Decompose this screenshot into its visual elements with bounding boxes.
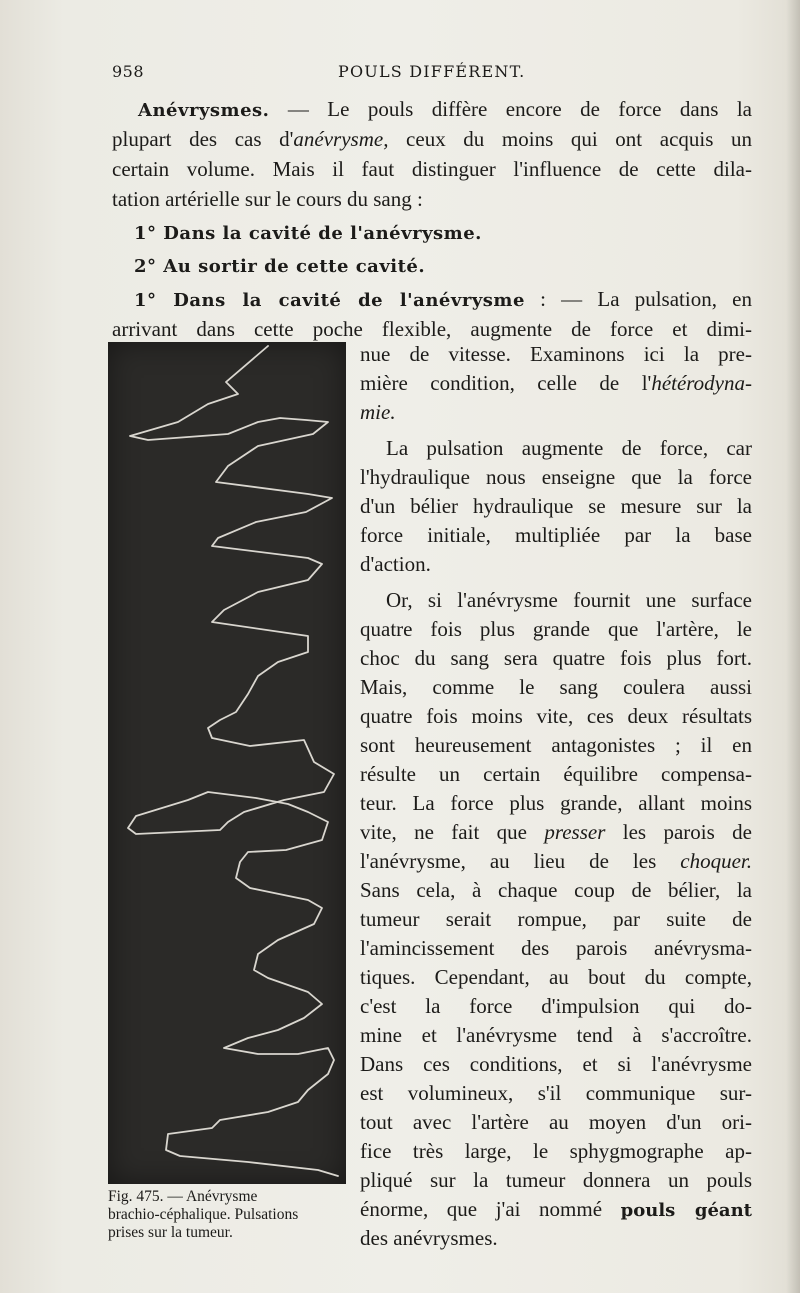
column-line	[360, 1195, 752, 1225]
subsection-heading: 1° Dans la cavité de l'anévrysme	[134, 290, 525, 311]
italic-term: presser	[544, 820, 606, 844]
text-run: énorme, que j'ai nommé	[360, 1197, 621, 1221]
text-run: plupart des cas d'	[112, 127, 294, 151]
sphygmograph-figure	[108, 342, 346, 1184]
text-run: — Le pouls diffère encore de force dans la	[269, 97, 752, 121]
column-line	[360, 847, 752, 876]
column-line: l'hydraulique nous enseigne que la force	[360, 465, 752, 489]
text-run: les parois de	[605, 820, 752, 844]
pulse-tracing	[108, 342, 346, 1184]
column-line: c'est la force d'impulsion qui do-	[360, 994, 752, 1018]
page-header	[112, 62, 752, 84]
column-line	[360, 369, 752, 398]
caption-line: Fig. 475. — Anévrysme	[108, 1188, 258, 1205]
figure-caption	[108, 1188, 354, 1242]
column-line: fice très large, le sphygmographe ap-	[360, 1139, 752, 1163]
list-item-1	[134, 217, 774, 249]
paragraph-line: tation artérielle sur le cours du sang :	[112, 187, 423, 211]
italic-term: anévrysme,	[293, 127, 389, 151]
list-item-text: 1° Dans la cavité de l'anévrysme.	[134, 223, 482, 244]
column-line: La pulsation augmente de force, car	[386, 436, 752, 460]
paragraph-line	[112, 124, 752, 154]
column-line: quatre fois moins vite, ces deux résultats	[360, 704, 752, 728]
caption-line: prises sur la tumeur.	[108, 1224, 233, 1241]
column-line: Sans cela, à chaque coup de bélier, la	[360, 878, 752, 902]
column-line: l'amincissement des parois anévrysma-	[360, 936, 752, 960]
italic-term: mie.	[360, 400, 396, 424]
column-line: teur. La force plus grande, allant moins	[360, 791, 752, 815]
text-run: : — La pulsation, en	[524, 287, 752, 311]
column-line: d'un bélier hydraulique se mesure sur la	[360, 494, 752, 518]
column-line: pliqué sur la tumeur donnera un pouls	[360, 1168, 752, 1192]
column-line: Or, si l'anévrysme fournit une surface	[386, 588, 752, 612]
bold-term: pouls géant	[620, 1200, 752, 1221]
column-line: choc du sang sera quatre fois plus fort.	[360, 646, 752, 670]
page-edge-shadow	[786, 0, 800, 1293]
column-line: des anévrysmes.	[360, 1226, 498, 1250]
column-line: nue de vitesse. Examinons ici la pre-	[360, 342, 752, 366]
column-line: tiques. Cependant, au bout du compte,	[360, 965, 752, 989]
paragraph-line: certain volume. Mais il faut distinguer l'influence de cette dila-	[112, 157, 752, 181]
column-line: force initiale, multipliée par la base	[360, 523, 752, 547]
list-item-text: 2° Au sortir de cette cavité.	[134, 256, 426, 277]
caption-line: brachio-céphalique. Pulsations	[108, 1206, 299, 1223]
italic-term: hétérodyna-	[651, 371, 752, 395]
column-line: tumeur serait rompue, par suite de	[360, 907, 752, 931]
paragraph-line	[112, 94, 752, 126]
running-head: POULS DIFFÉRENT.	[338, 62, 526, 81]
text-run: vite, ne fait que	[360, 820, 545, 844]
paragraph-line: arrivant dans cette poche flexible, augmente de force et dimi-	[112, 317, 752, 341]
section-term-heading: Anévrysmes.	[138, 100, 270, 121]
text-run: ceux du moins qui ont acquis un	[388, 127, 752, 151]
column-line	[360, 398, 752, 427]
column-line: Dans ces conditions, et si l'anévrysme	[360, 1052, 752, 1076]
list-item-2	[134, 250, 774, 282]
column-line	[360, 818, 752, 847]
column-line: d'action.	[360, 552, 431, 576]
text-run: mière condition, celle de l'	[360, 371, 652, 395]
page-number: 958	[112, 62, 145, 81]
column-line: tout avec l'artère au moyen d'un ori-	[360, 1110, 752, 1134]
italic-term: choquer.	[680, 849, 752, 873]
column-line: résulte un certain équilibre compensa-	[360, 762, 752, 786]
column-line: quatre fois plus grande que l'artère, le	[360, 617, 752, 641]
paragraph-line	[134, 284, 752, 316]
column-line: mine et l'anévrysme tend à s'accroître.	[360, 1023, 752, 1047]
column-line: sont heureusement antagonistes ; il en	[360, 733, 752, 757]
column-line: est volumineux, s'il communique sur-	[360, 1081, 752, 1105]
text-run: l'anévrysme, au lieu de les	[360, 849, 681, 873]
column-line: Mais, comme le sang coulera aussi	[360, 675, 752, 699]
